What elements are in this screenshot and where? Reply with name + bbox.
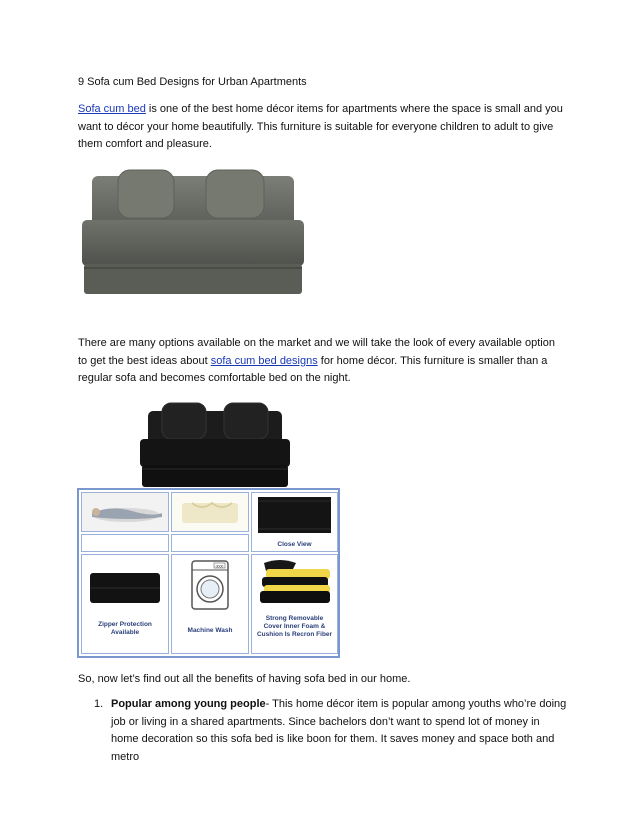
foam-person-icon — [82, 493, 168, 531]
washing-machine-icon — [172, 555, 248, 617]
list-item-heading: Popular among young people — [111, 698, 266, 710]
cushion-stack-icon — [252, 555, 337, 609]
zipper-caption-line2: Available — [110, 629, 140, 636]
zipper-sofa-icon — [82, 555, 168, 615]
blank-cell — [171, 534, 249, 552]
washer-display-text: 0000 — [215, 564, 224, 569]
foam-layer-photo — [81, 492, 169, 532]
removable-caption-line1: Strong Removable — [265, 615, 324, 622]
intro-paragraph — [78, 101, 563, 154]
blank-cell — [81, 534, 169, 552]
machine-wash-caption: Machine Wash — [187, 627, 233, 634]
foam-block-icon — [172, 493, 248, 531]
fabric-closeup-icon — [252, 493, 337, 537]
sofa-cum-bed-designs-link[interactable]: sofa cum bed designs — [210, 354, 318, 367]
options-paragraph — [78, 335, 563, 388]
removable-caption-line3: Cushion Is Recron Fiber — [256, 631, 333, 638]
zipper-caption-line1: Zipper Protection — [98, 621, 152, 628]
list-item — [78, 696, 568, 766]
close-view-panel — [251, 492, 338, 552]
options-text-before: There are many options available on the market and we will take the look of every available option to get the best ideas about — [78, 337, 555, 367]
removable-cover-panel — [251, 554, 338, 654]
feature-collage — [77, 488, 340, 658]
options-text-after: for home décor. This furniture is smaller than a regular sofa and becomes comfortable bed on the night. — [78, 354, 548, 385]
list-item-number: 1. — [94, 698, 104, 710]
machine-wash-panel — [171, 554, 249, 654]
benefits-list — [78, 696, 568, 766]
intro-text: is one of the best home décor items for apartments where the space is small and you want to décor your home beautifully. This furniture is suitable for everyone children to adult to give them comfort and pleasure. — [78, 103, 563, 151]
benefits-intro-paragraph: So, now let’s find out all the benefits of having sofa bed in our home. — [78, 673, 411, 685]
document-title: 9 Sofa cum Bed Designs for Urban Apartments — [78, 76, 307, 88]
sofa-cum-bed-link[interactable]: Sofa cum bed — [78, 103, 146, 115]
zipper-panel — [81, 554, 169, 654]
memory-foam-photo — [171, 492, 249, 532]
black-sofa-image — [138, 399, 292, 489]
removable-caption-line2: Cover Inner Foam & — [263, 623, 326, 630]
grey-sofa-image — [78, 168, 310, 298]
list-item-text: - This home décor item is popular among youths who’re doing job or living in a shared apartments. Since bachelors don’t want to spend lot of money in home decoration so this sofa bed is like boon for them. It saves money and space both and metro — [111, 698, 567, 763]
close-view-caption: Close View — [277, 541, 312, 548]
